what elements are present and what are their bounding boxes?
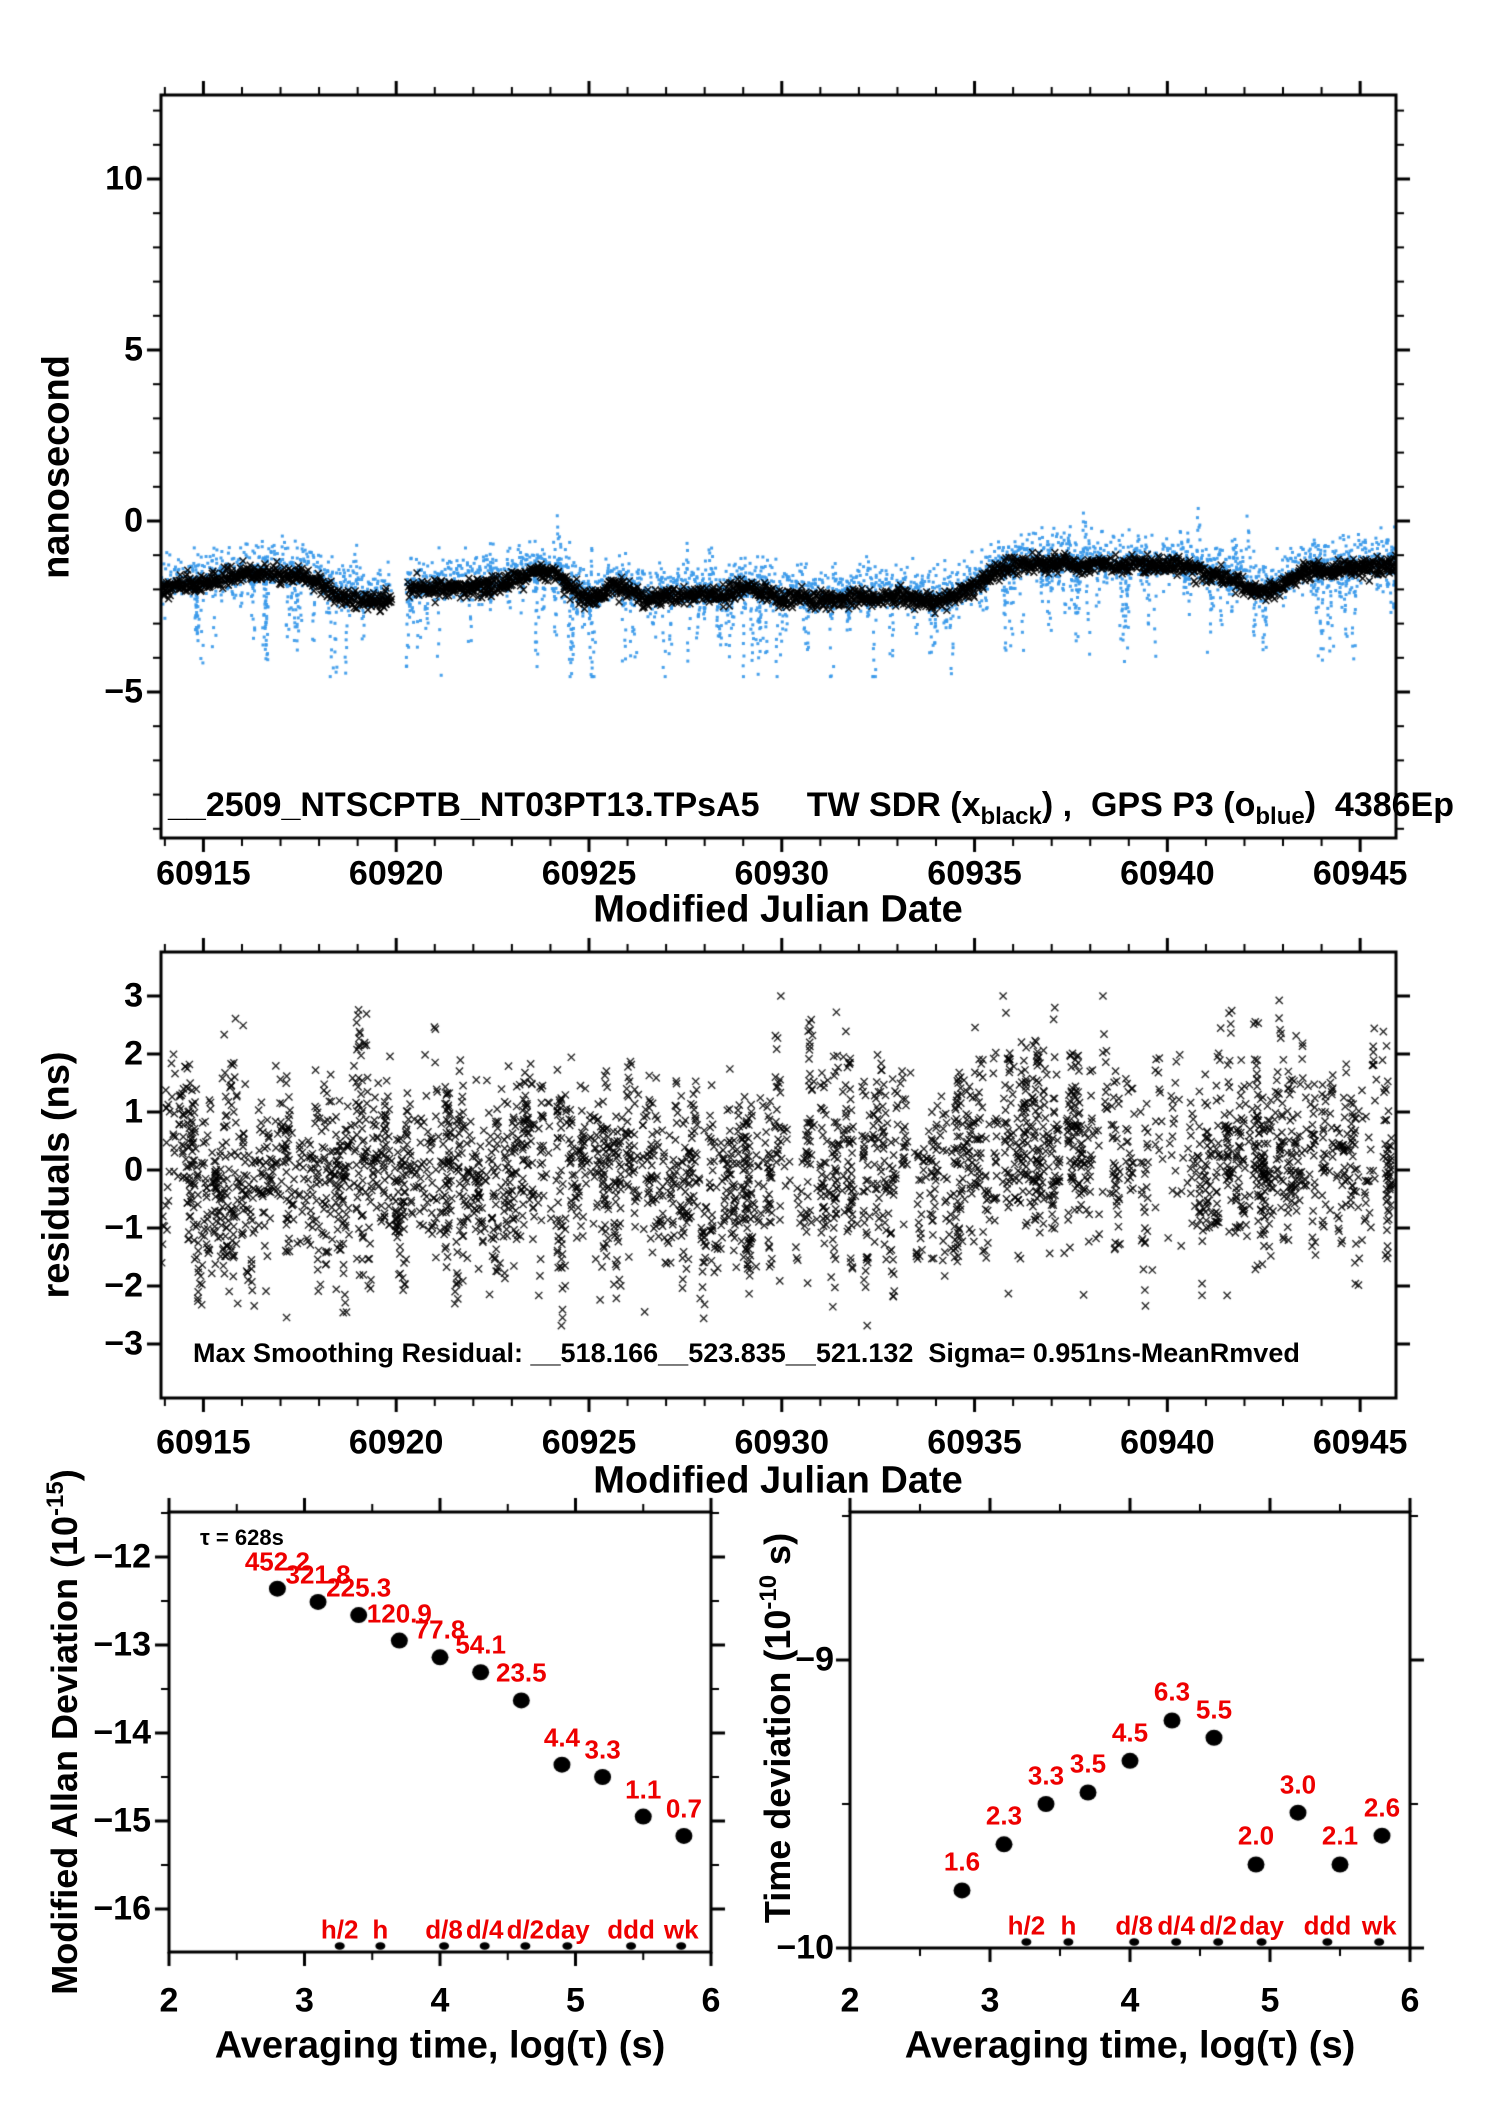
- tau-marker-label: d/4: [1157, 1910, 1195, 1941]
- madev-point-label: 120.9: [366, 1598, 432, 1629]
- madev-point-label: 54.1: [455, 1629, 506, 1660]
- y-tick-label: −13: [93, 1625, 151, 1664]
- text-segment: -10: [755, 1574, 782, 1610]
- tdev-point-label: 2.3: [985, 1800, 1023, 1831]
- y-tick-label: 0: [124, 1150, 143, 1189]
- x-tick-label: 60915: [156, 1423, 251, 1462]
- tdev-point-label: 1.6: [943, 1846, 981, 1877]
- y-tick-label: 1: [124, 1092, 143, 1131]
- x-tick-label: 2: [840, 1981, 860, 2020]
- tdev-point-label: 3.0: [1279, 1769, 1317, 1800]
- top-y-axis-title: nanosecond: [35, 355, 78, 579]
- x-tick-label: 60935: [927, 1423, 1022, 1462]
- tau-marker-label: wk: [663, 1914, 699, 1945]
- madev-point-label: 4.4: [543, 1722, 581, 1753]
- x-tick-label: 60930: [734, 854, 830, 893]
- text-segment: blue: [1255, 803, 1305, 830]
- middle-y-axis-title: residuals (ns): [35, 1051, 78, 1299]
- x-tick-label: 4: [1120, 1981, 1140, 2020]
- x-tick-label: 60925: [541, 1423, 637, 1462]
- tau-marker-label: h: [372, 1914, 389, 1945]
- x-tick-label: 60940: [1120, 1423, 1215, 1462]
- madev-point-label: 225.3: [326, 1572, 392, 1603]
- text-segment: black: [980, 803, 1042, 830]
- x-tick-label: 4: [430, 1981, 450, 2020]
- tau-marker-label: wk: [1361, 1910, 1397, 1941]
- y-tick-label: 3: [124, 976, 143, 1015]
- tau-marker-label: h/2: [320, 1914, 359, 1945]
- tau-marker-label: d/2: [1199, 1910, 1237, 1941]
- y-tick-label: −10: [776, 1928, 834, 1967]
- x-tick-label: 60935: [927, 854, 1022, 893]
- x-tick-label: 60915: [156, 854, 251, 893]
- madev-point-label: 452.2: [244, 1546, 310, 1577]
- tau-marker-label: d/8: [1115, 1910, 1153, 1941]
- x-tick-label: 60925: [541, 854, 637, 893]
- text-segment: s): [757, 1532, 798, 1575]
- y-tick-label: −12: [93, 1537, 151, 1576]
- tau-marker-label: d/4: [465, 1914, 504, 1945]
- madev-point-label: 23.5: [495, 1657, 547, 1688]
- x-tick-label: 60940: [1120, 854, 1215, 893]
- x-tick-label: 60930: [734, 1423, 830, 1462]
- y-tick-label: 0: [124, 501, 143, 540]
- text-segment: Modified Allan Deviation (10: [44, 1515, 85, 1995]
- madev-point-label: 0.7: [665, 1793, 702, 1824]
- madev-point-label: 77.8: [414, 1614, 466, 1645]
- madev-x-axis-title: Averaging time, log(τ) (s): [214, 2024, 666, 2067]
- top-x-axis-title: Modified Julian Date: [593, 888, 963, 931]
- text-segment: ) 4386Ep: [1304, 786, 1455, 824]
- x-tick-label: 3: [980, 1981, 1000, 2020]
- x-tick-label: 60920: [348, 1423, 444, 1462]
- tau-marker-label: day: [1239, 1910, 1284, 1941]
- x-tick-label: 5: [566, 1981, 585, 2020]
- madev-y-axis-title: [42, 1469, 86, 1994]
- y-tick-label: −16: [93, 1889, 151, 1928]
- tau-marker-label: d/8: [425, 1914, 463, 1945]
- tdev-point-label: 4.5: [1111, 1717, 1149, 1748]
- tdev-x-axis-title: Averaging time, log(τ) (s): [904, 2024, 1356, 2067]
- tdev-point-label: 2.0: [1237, 1820, 1275, 1851]
- tdev-point-label: 6.3: [1153, 1676, 1191, 1707]
- x-tick-label: 5: [1260, 1981, 1280, 2020]
- madev-point-label: 321.8: [285, 1559, 351, 1590]
- x-tick-label: 60920: [348, 854, 444, 893]
- y-tick-label: 2: [124, 1034, 143, 1073]
- y-tick-label: −5: [104, 672, 143, 711]
- y-tick-label: −9: [795, 1640, 834, 1679]
- tau-marker-label: h: [1060, 1910, 1077, 1941]
- x-tick-label: 6: [1400, 1981, 1420, 2020]
- x-tick-label: 6: [701, 1981, 721, 2020]
- x-tick-label: 60945: [1312, 854, 1408, 893]
- tdev-y-axis-title: [755, 1533, 799, 1923]
- y-tick-label: −3: [104, 1324, 143, 1363]
- text-segment: ): [44, 1469, 85, 1482]
- tdev-point-label: 2.1: [1321, 1820, 1359, 1851]
- y-tick-label: 10: [105, 159, 143, 198]
- smoothing-residual-annotation: Max Smoothing Residual: __518.166__523.835__521.132 Sigma= 0.951ns-MeanRmved: [193, 1338, 1300, 1368]
- tau-annotation: τ = 628s: [200, 1525, 284, 1550]
- madev-point-label: 1.1: [625, 1774, 662, 1805]
- text-segment: -15: [42, 1481, 69, 1516]
- tau-marker-label: d/2: [506, 1914, 545, 1945]
- tdev-point-label: 5.5: [1195, 1694, 1233, 1725]
- x-tick-label: 3: [295, 1981, 314, 2020]
- y-tick-label: −2: [104, 1266, 143, 1305]
- y-tick-label: −1: [104, 1208, 143, 1247]
- y-tick-label: −15: [93, 1801, 151, 1840]
- y-tick-label: 5: [124, 330, 143, 369]
- tau-marker-label: ddd: [607, 1914, 655, 1945]
- tau-marker-label: day: [544, 1914, 590, 1945]
- text-segment: __2509_NTSCPTB_NT03PT13.TPsA5 TW SDR (x: [168, 786, 981, 824]
- tau-marker-label: ddd: [1303, 1910, 1352, 1941]
- text-segment: Time deviation (10: [757, 1609, 798, 1924]
- x-tick-label: 2: [159, 1981, 179, 2020]
- tdev-point-label: 3.5: [1069, 1748, 1107, 1779]
- x-tick-label: 60945: [1312, 1423, 1408, 1462]
- madev-point-label: 3.3: [584, 1734, 621, 1765]
- text-segment: ) , GPS P3 (o: [1041, 786, 1256, 824]
- top-panel-title: [168, 786, 1454, 831]
- tdev-point-label: 2.6: [1363, 1792, 1401, 1823]
- tdev-point-label: 3.3: [1027, 1760, 1065, 1791]
- middle-x-axis-title: Modified Julian Date: [593, 1459, 963, 1502]
- y-tick-label: −14: [93, 1713, 151, 1752]
- tau-marker-label: h/2: [1007, 1910, 1046, 1941]
